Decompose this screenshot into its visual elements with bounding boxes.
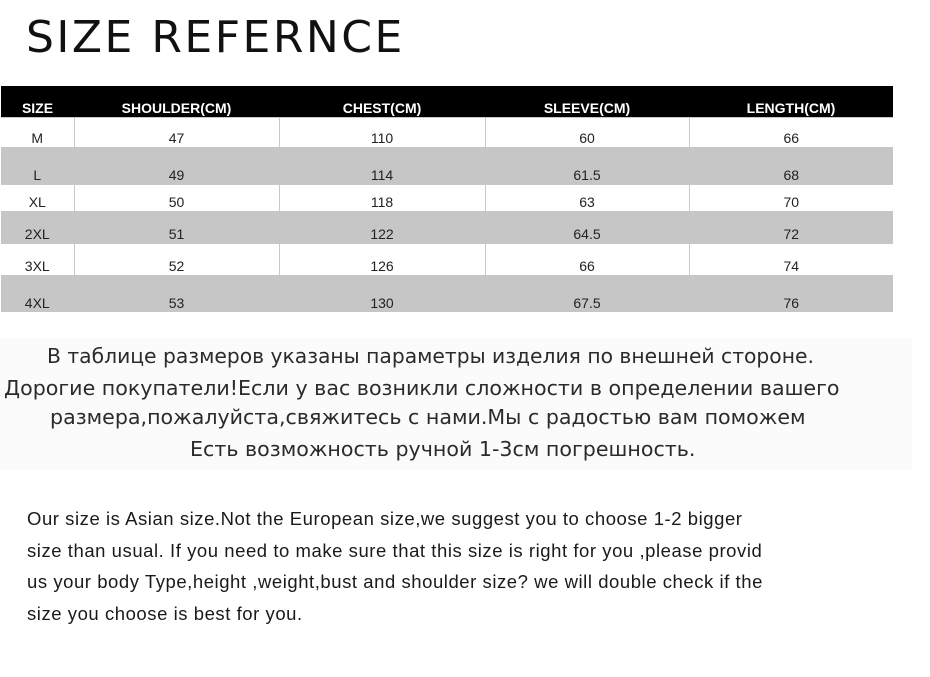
cell-size: 2XL bbox=[1, 211, 74, 244]
cell-chest: 126 bbox=[279, 244, 485, 275]
cell-chest: 114 bbox=[279, 147, 485, 185]
cell-length: 72 bbox=[689, 211, 893, 244]
header-chest: CHEST(CM) bbox=[279, 86, 485, 118]
table-row bbox=[1, 211, 893, 244]
cell-shoulder: 52 bbox=[74, 244, 279, 275]
cell-chest: 122 bbox=[279, 211, 485, 244]
english-note-line: us your body Type,height ,weight,bust and shoulder size? we will double check if the bbox=[27, 571, 763, 592]
table-row bbox=[1, 244, 893, 275]
english-note-line: Our size is Asian size.Not the European size,we suggest you to choose 1-2 bigger bbox=[27, 508, 743, 529]
cell-sleeve: 61.5 bbox=[485, 147, 689, 185]
table-row bbox=[1, 147, 893, 185]
cell-size: 4XL bbox=[1, 275, 74, 312]
cell-length: 68 bbox=[689, 147, 893, 185]
cell-sleeve: 60 bbox=[485, 118, 689, 147]
size-chart-table bbox=[1, 86, 893, 312]
header-length: LENGTH(CM) bbox=[689, 86, 893, 118]
cell-sleeve: 64.5 bbox=[485, 211, 689, 244]
cell-shoulder: 47 bbox=[74, 118, 279, 147]
russian-note-line: Есть возможность ручной 1-3см погрешность. bbox=[190, 437, 696, 461]
cell-size: M bbox=[1, 118, 74, 147]
table-row bbox=[1, 275, 893, 312]
table-row bbox=[1, 185, 893, 211]
cell-chest: 130 bbox=[279, 275, 485, 312]
cell-shoulder: 53 bbox=[74, 275, 279, 312]
cell-shoulder: 49 bbox=[74, 147, 279, 185]
cell-chest: 118 bbox=[279, 185, 485, 211]
russian-size-note bbox=[0, 338, 912, 470]
cell-chest: 110 bbox=[279, 118, 485, 147]
cell-length: 74 bbox=[689, 244, 893, 275]
cell-sleeve: 67.5 bbox=[485, 275, 689, 312]
cell-sleeve: 63 bbox=[485, 185, 689, 211]
cell-shoulder: 51 bbox=[74, 211, 279, 244]
header-size: SIZE bbox=[1, 86, 74, 118]
cell-sleeve: 66 bbox=[485, 244, 689, 275]
table-header-row bbox=[1, 86, 893, 118]
cell-length: 70 bbox=[689, 185, 893, 211]
russian-note-line: Дорогие покупатели!Если у вас возникли сложности в определении вашего bbox=[4, 376, 840, 400]
page-title: SIZE REFERNCE bbox=[26, 12, 405, 63]
russian-note-line: размера,пожалуйста,свяжитесь с нами.Мы с радостью вам поможем bbox=[50, 405, 806, 429]
cell-size: 3XL bbox=[1, 244, 74, 275]
cell-size: L bbox=[1, 147, 74, 185]
cell-shoulder: 50 bbox=[74, 185, 279, 211]
cell-size: XL bbox=[1, 185, 74, 211]
table-row bbox=[1, 118, 893, 147]
header-shoulder: SHOULDER(CM) bbox=[74, 86, 279, 118]
cell-length: 66 bbox=[689, 118, 893, 147]
russian-note-line: В таблице размеров указаны параметры изделия по внешней стороне. bbox=[47, 344, 814, 368]
header-sleeve: SLEEVE(CM) bbox=[485, 86, 689, 118]
cell-length: 76 bbox=[689, 275, 893, 312]
english-note-line: size than usual. If you need to make sure that this size is right for you ,please provid bbox=[27, 539, 763, 561]
english-size-note bbox=[27, 503, 907, 629]
english-note-line: size you choose is best for you. bbox=[27, 602, 303, 624]
